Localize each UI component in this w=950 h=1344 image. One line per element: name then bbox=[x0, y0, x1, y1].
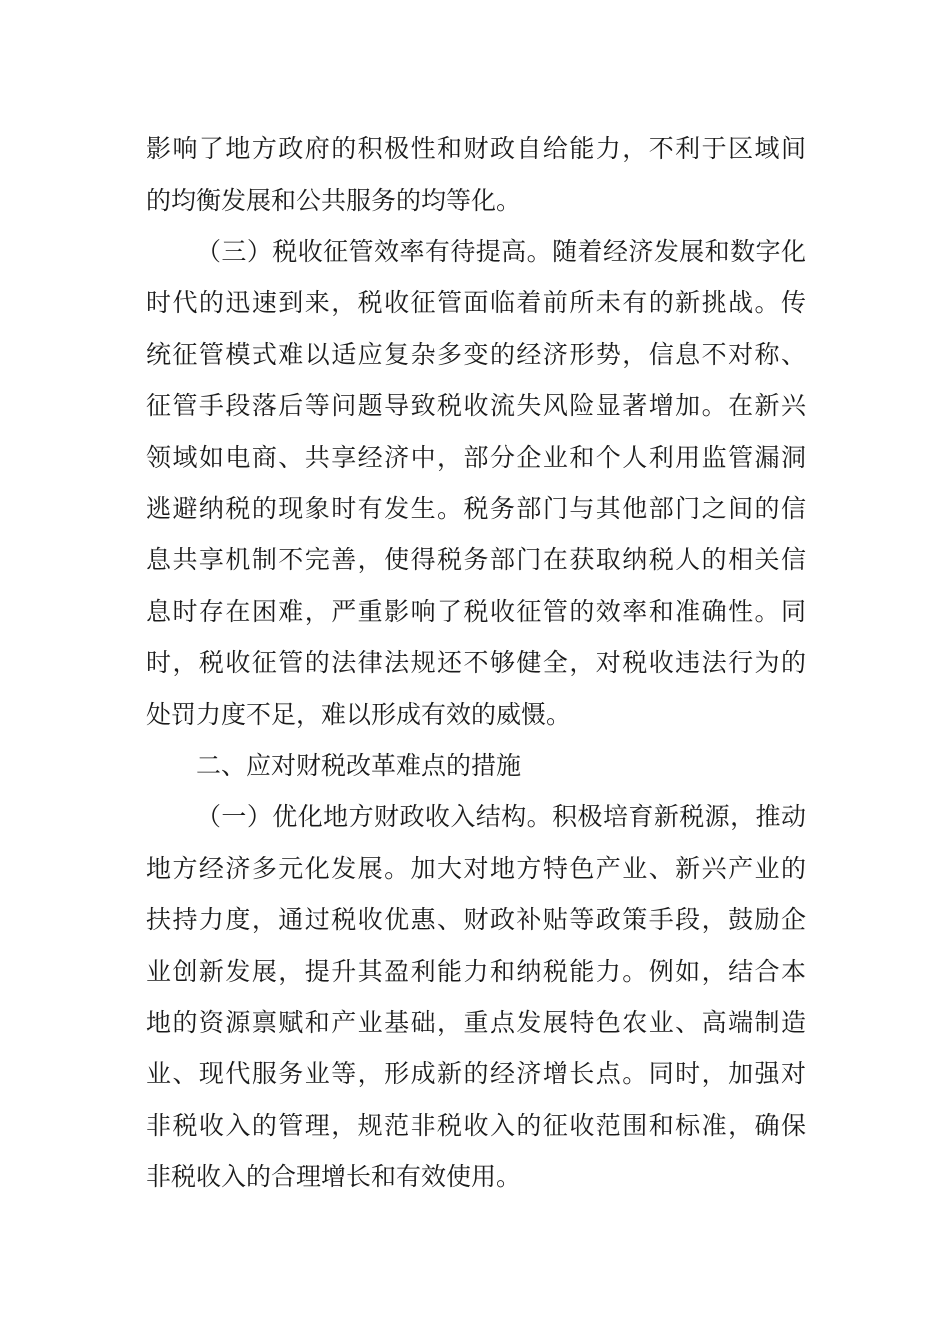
text-line: 统征管模式难以适应复杂多变的经济形势，信息不对称、 bbox=[146, 340, 806, 369]
text-line: 扶持力度，通过税收优惠、财政补贴等政策手段，鼓励企 bbox=[146, 905, 806, 934]
text-line: 地方经济多元化发展。加大对地方特色产业、新兴产业的 bbox=[146, 854, 806, 883]
text-line: 业创新发展，提升其盈利能力和纳税能力。例如，结合本 bbox=[146, 957, 806, 986]
text-line: 处罚力度不足，难以形成有效的威慑。 bbox=[146, 700, 572, 729]
text-line: 影响了地方政府的积极性和财政自给能力，不利于区域间 bbox=[146, 134, 806, 163]
text-line: 地的资源禀赋和产业基础，重点发展特色农业、高端制造 bbox=[146, 1008, 806, 1037]
section-heading-2: 二、应对财税改革难点的措施 bbox=[196, 751, 522, 780]
section-heading-3: （三）税收征管效率有待提高。随着经济发展和数字化 bbox=[196, 237, 806, 266]
text-line: 逃避纳税的现象时有发生。税务部门与其他部门之间的信 bbox=[146, 494, 806, 523]
section-heading-1: （一）优化地方财政收入结构。积极培育新税源，推动 bbox=[196, 802, 806, 831]
text-line: 业、现代服务业等，形成新的经济增长点。同时，加强对 bbox=[146, 1059, 806, 1088]
text-line: 时代的迅速到来，税收征管面临着前所未有的新挑战。传 bbox=[146, 288, 806, 317]
text-line: 非税收入的合理增长和有效使用。 bbox=[146, 1162, 522, 1191]
text-line: 息时存在困难，严重影响了税收征管的效率和准确性。同 bbox=[146, 597, 806, 626]
text-line: 息共享机制不完善，使得税务部门在获取纳税人的相关信 bbox=[146, 545, 806, 574]
text-line: 的均衡发展和公共服务的均等化。 bbox=[146, 186, 522, 215]
text-line: 时，税收征管的法律法规还不够健全，对税收违法行为的 bbox=[146, 648, 806, 677]
text-line: 领域如电商、共享经济中，部分企业和个人利用监管漏洞 bbox=[146, 443, 806, 472]
text-line: 非税收入的管理，规范非税收入的征收范围和标准，确保 bbox=[146, 1111, 806, 1140]
text-line: 征管手段落后等问题导致税收流失风险显著增加。在新兴 bbox=[146, 391, 806, 420]
